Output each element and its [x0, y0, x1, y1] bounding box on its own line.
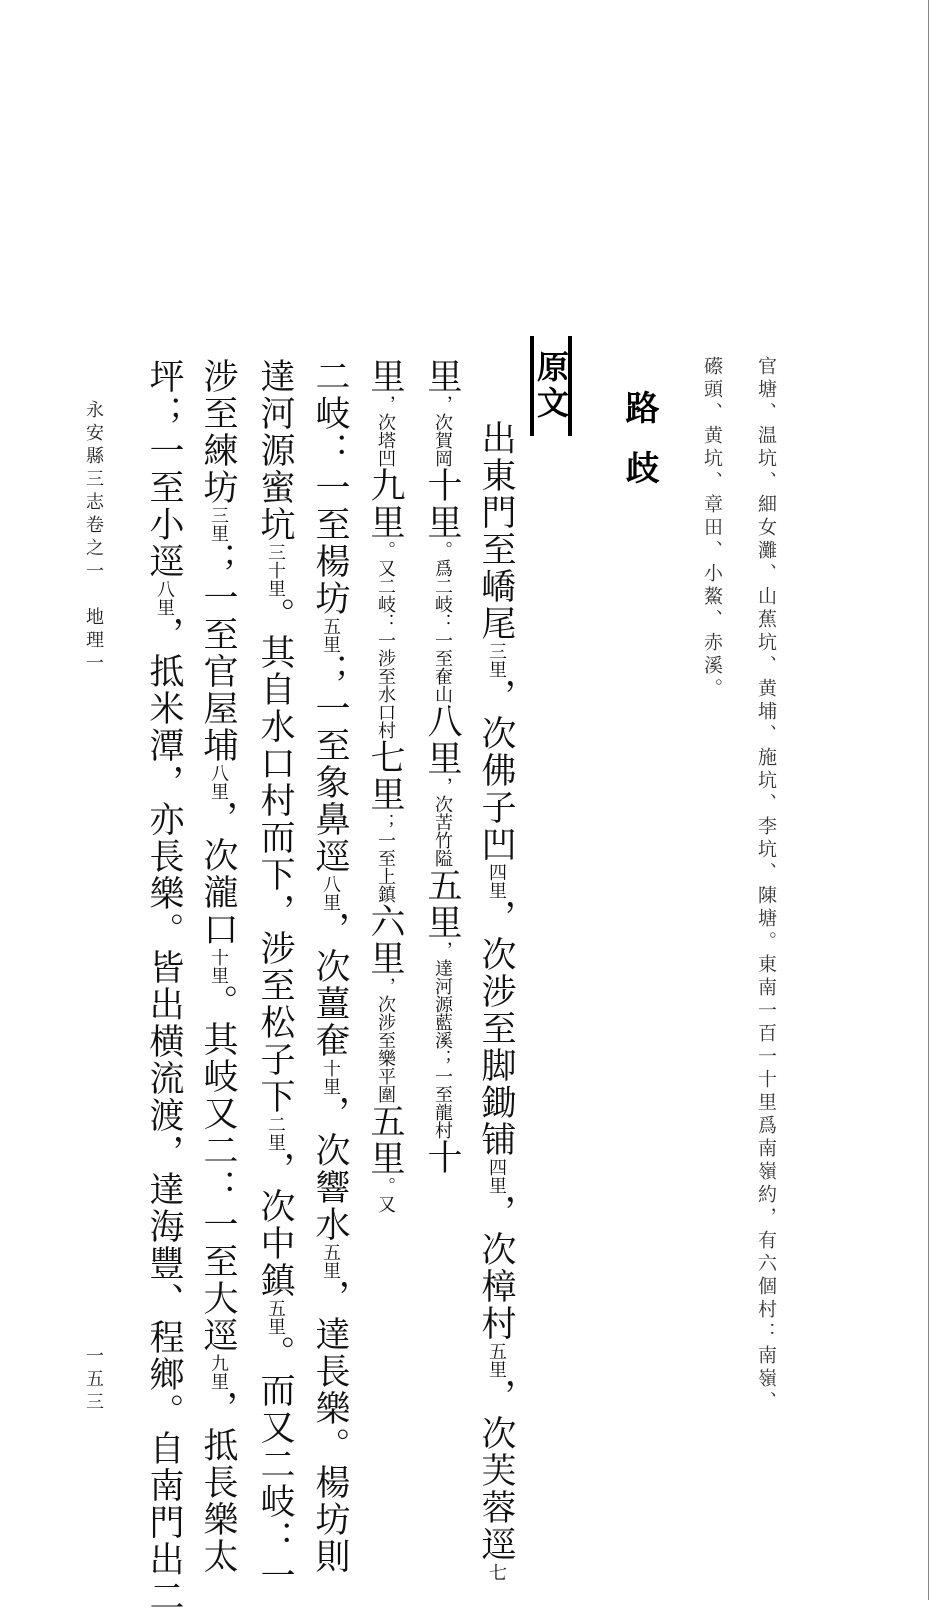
text-segment: 坪；一至小逕: [144, 358, 184, 580]
text-segment: ，次樟村: [476, 1194, 516, 1342]
text-column-5: [255, 358, 295, 1594]
text-segment: 里: [365, 358, 405, 395]
distance-note: 三里: [486, 642, 507, 678]
distance-note: ；一至上鎮: [375, 813, 396, 903]
distance-note: ，次涉至樂平圍: [375, 977, 396, 1103]
distance-note: ，次賀岡: [432, 395, 453, 467]
text-segment: ；一至象鼻逕: [310, 653, 350, 875]
text-column-6: [198, 358, 238, 1575]
text-column-7: [144, 358, 184, 1615]
section-label-box: [530, 336, 572, 436]
text-column-2: [422, 358, 462, 1176]
distance-note: ，次塔凹: [375, 395, 396, 467]
text-segment: 。其自水口村而下，涉至松子下: [255, 597, 295, 1115]
distance-note: 五里: [320, 617, 341, 653]
text-segment: 七里: [365, 739, 405, 813]
text-segment: 出東門至嶠尾: [476, 420, 516, 642]
distance-note: 五里: [486, 1342, 507, 1378]
text-segment: 。其岐又二：一至大逕: [198, 984, 238, 1354]
distance-note: ，次苦竹隘: [432, 777, 453, 867]
text-segment: ，次芙蓉逕: [476, 1378, 516, 1563]
distance-note: 九里: [208, 1354, 229, 1390]
distance-note: 二里: [265, 1115, 286, 1151]
section-heading: 路歧: [619, 390, 659, 510]
text-segment: ；一至官屋埔: [198, 542, 238, 764]
footer-book-title: 永安縣三志卷之一 地理一: [83, 400, 104, 676]
text-segment: 涉至練坊: [198, 358, 238, 506]
text-column-3: [365, 358, 405, 1213]
text-segment: 二岐：一至楊坊: [310, 358, 350, 617]
text-segment: 。而又二岐：一: [255, 1335, 295, 1594]
text-segment: 里: [422, 358, 462, 395]
intro-column-2: 礤頭、黄坑、章田、小鰲、赤溪。: [701, 356, 723, 701]
text-segment: 五里: [365, 1103, 405, 1177]
distance-note: 八里: [208, 764, 229, 800]
distance-note: 五里: [265, 1299, 286, 1335]
distance-note: 四里: [486, 863, 507, 899]
text-segment: ，次中鎮: [255, 1151, 295, 1299]
intro-column-1: 官塘、温坑、細女灘、山蕉坑、黄埔、施坑、李坑、陳塘。東南一百一十里爲南嶺約，有六個村：南嶺、: [755, 356, 777, 1414]
distance-note: 四里: [486, 1158, 507, 1194]
distance-note: 。爲二岐：一至奞山: [432, 541, 453, 703]
distance-note: ，達河源藍溪；一至龍村: [432, 941, 453, 1139]
text-segment: 九里: [365, 467, 405, 541]
distance-note: 八里: [320, 875, 341, 911]
text-segment: ，次響水: [310, 1095, 350, 1243]
distance-note: 八里: [154, 580, 175, 616]
section-label: 原文: [532, 350, 570, 422]
distance-note: 三十里: [265, 543, 286, 597]
distance-note: 七: [486, 1563, 507, 1581]
distance-note: 三里: [208, 506, 229, 542]
text-segment: 六里: [365, 903, 405, 977]
text-segment: 十里: [422, 467, 462, 541]
text-segment: 五里: [422, 867, 462, 941]
text-segment: ，次佛子凹: [476, 678, 516, 863]
text-segment: ，抵長樂太: [198, 1390, 238, 1575]
text-segment: ，次瀧口: [198, 800, 238, 948]
text-segment: 達河源蜜坑: [255, 358, 295, 543]
text-segment: ，次涉至脚鋤铺: [476, 899, 516, 1158]
text-segment: 八里: [422, 703, 462, 777]
distance-note: 十里: [208, 948, 229, 984]
text-column-4: [310, 358, 350, 1575]
text-column-1: [476, 420, 516, 1581]
text-segment: ，達長樂。楊坊則: [310, 1279, 350, 1575]
page-edge-line: [928, 0, 929, 1600]
text-segment: ，抵米潭，亦長樂。皆出横流渡，達海豐、程鄉。自南門出二: [144, 616, 184, 1615]
page-number: 一五三: [83, 1346, 104, 1415]
distance-note: 五里: [320, 1243, 341, 1279]
distance-note: 。又: [375, 1177, 396, 1213]
text-segment: 十: [422, 1139, 462, 1176]
text-segment: ，次薑奞: [310, 911, 350, 1059]
distance-note: 。又二岐：一涉至水口村: [375, 541, 396, 739]
distance-note: 十里: [320, 1059, 341, 1095]
